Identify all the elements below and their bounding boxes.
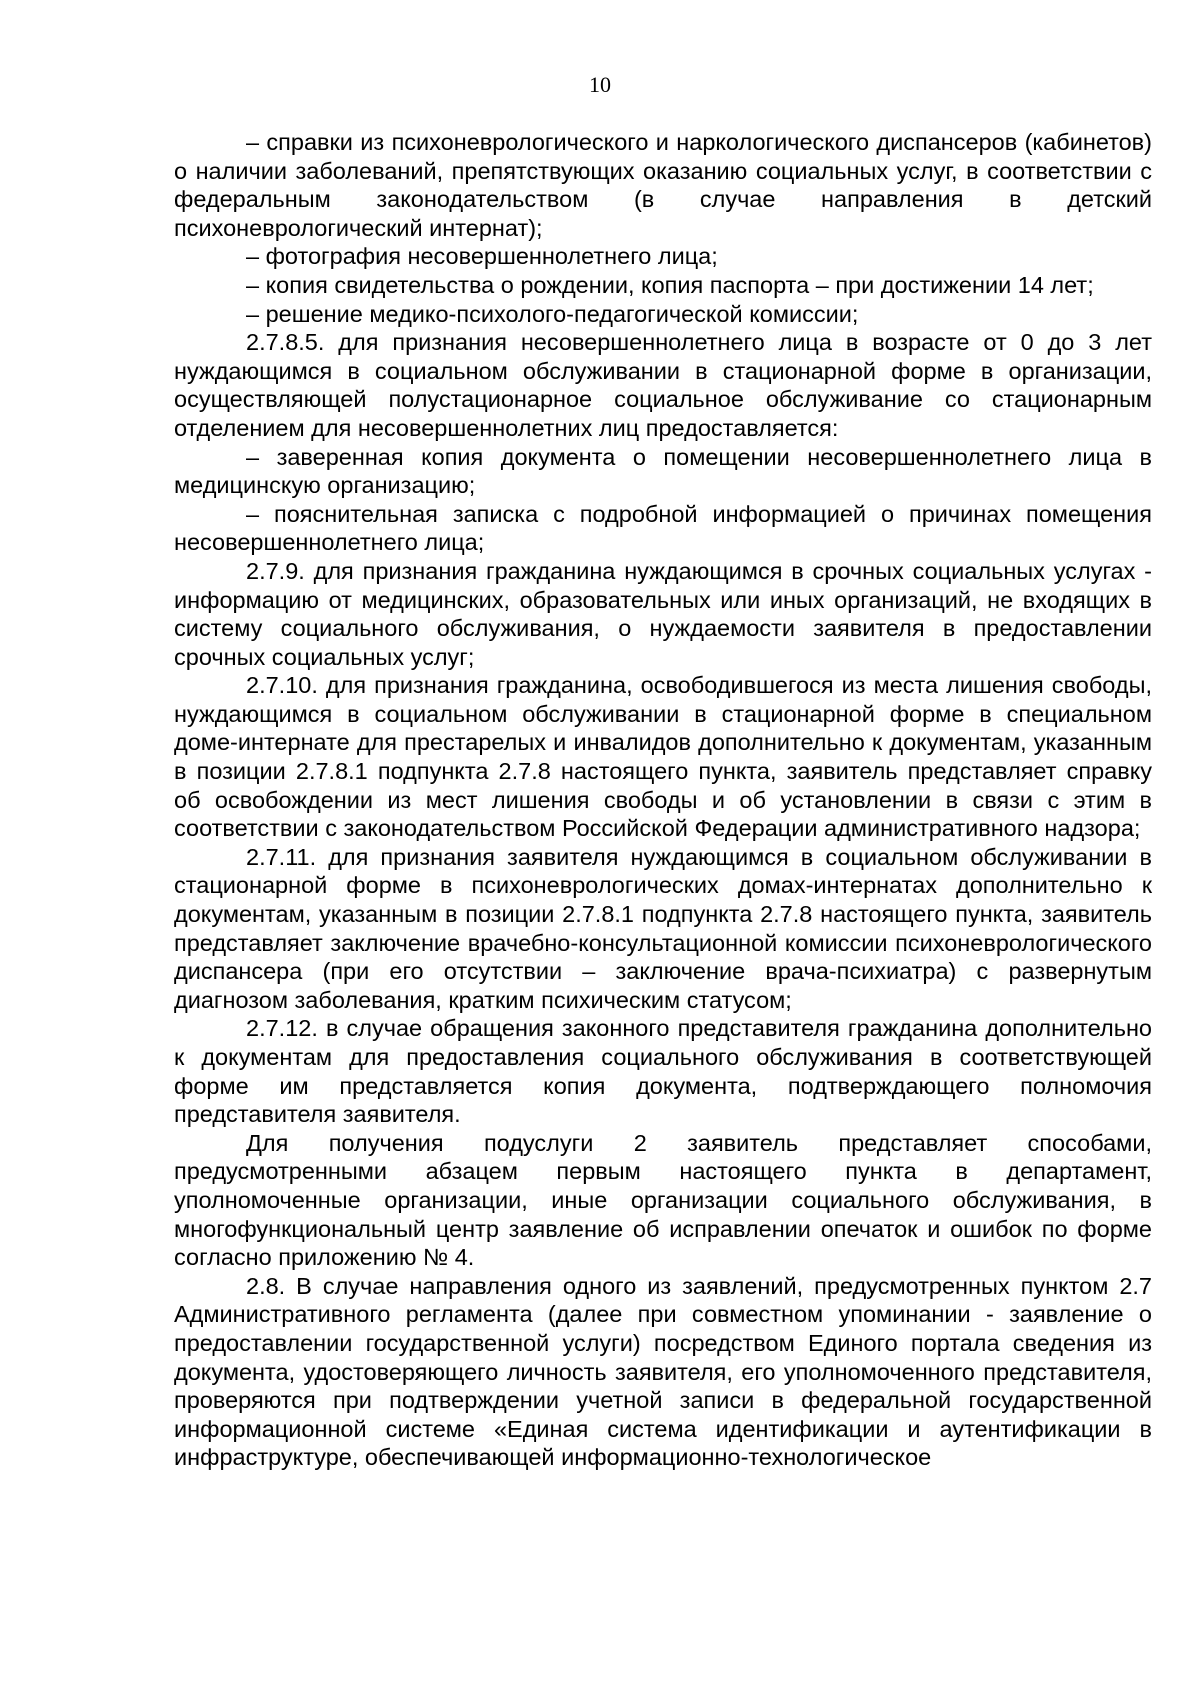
paragraph-2-7-11: 2.7.11. для признания заявителя нуждающимся в социальном обслуживании в стационарной форме в психоневрологических домах-интернатах дополнительно к документам, указанным в позиции 2.7.8.1 подпункта 2.7.8 настоящего пункта, заявитель представляет заключение врачебно-консультационной комиссии психоневрологического диспансера (при его отсутствии – заключение врача-психиатра) с развернутым диагнозом заболевания, кратким психическим статусом; bbox=[174, 843, 1152, 1013]
document-body bbox=[174, 128, 1152, 1472]
paragraph-2-7-10: 2.7.10. для признания гражданина, освободившегося из места лишения свободы, нуждающимся в социальном обслуживании в стационарной форме в специальном доме-интернате для престарелых и инвалидов дополнительно к документам, указанным в позиции 2.7.8.1 подпункта 2.7.8 настоящего пункта, заявитель представляет справку об освобождении из мест лишения свободы и об установлении в связи с этим в соответствии с законодательством Российской Федерации административного надзора; bbox=[174, 672, 1152, 842]
paragraph-commission-decision: – решение медико-психолого-педагогической комиссии; bbox=[246, 300, 859, 327]
paragraph-birth-certificate: – копия свидетельства о рождении, копия паспорта – при достижении 14 лет; bbox=[246, 271, 1094, 298]
paragraph-2-7-12: 2.7.12. в случае обращения законного представителя гражданина дополнительно к документам для предоставления социального обслуживания в соответствующей форме им представляется копия документа, подтверждающего полномочия представителя заявителя. bbox=[174, 1015, 1152, 1128]
paragraph-medical-certificates: – справки из психоневрологического и наркологического диспансеров (кабинетов) о наличии заболеваний, препятствующих оказанию социальных услуг, в соответствии с федеральным законодательством (в случае направления в детский психоневрологический интернат); bbox=[174, 129, 1152, 241]
paragraph-certified-copy: – заверенная копия документа о помещении несовершеннолетнего лица в медицинскую организацию; bbox=[174, 443, 1152, 499]
paragraph-photo: – фотография несовершеннолетнего лица; bbox=[246, 243, 718, 270]
page-number: 10 bbox=[589, 72, 611, 97]
paragraph-subservice-2: Для получения подуслуги 2 заявитель представляет способами, предусмотренными абзацем первым настоящего пункта в департамент, уполномоченные организации, иные организации социального обслуживания, в многофункциональный центр заявление об исправлении опечаток и ошибок по форме согласно приложению № 4. bbox=[174, 1129, 1152, 1271]
paragraph-2-7-9: 2.7.9. для признания гражданина нуждающимся в срочных социальных услугах - информацию от медицинских, образовательных или иных организаций, не входящих в систему социального обслуживания, о нуждаемости заявителя в предоставлении срочных социальных услуг; bbox=[174, 557, 1152, 670]
paragraph-2-8: 2.8. В случае направления одного из заявлений, предусмотренных пунктом 2.7 Административного регламента (далее при совместном упоминании - заявление о предоставлении государственной услуги) посредством Единого портала сведения из документа, удостоверяющего личность заявителя, его уполномоченного представителя, проверяются при подтверждении учетной записи в федеральной государственной информационной системе «Единая система идентификации и аутентификации в инфраструктуре, обеспечивающей информационно-технологическое bbox=[174, 1272, 1152, 1471]
paragraph-2-7-8-5: 2.7.8.5. для признания несовершеннолетнего лица в возрасте от 0 до 3 лет нуждающимся в социальном обслуживании в стационарной форме в организации, осуществляющей полустационарное социальное обслуживание со стационарным отделением для несовершеннолетних лиц предоставляется: bbox=[174, 329, 1152, 441]
paragraph-explanatory-note: – пояснительная записка с подробной информацией о причинах помещения несовершеннолетнего лица; bbox=[174, 500, 1152, 556]
